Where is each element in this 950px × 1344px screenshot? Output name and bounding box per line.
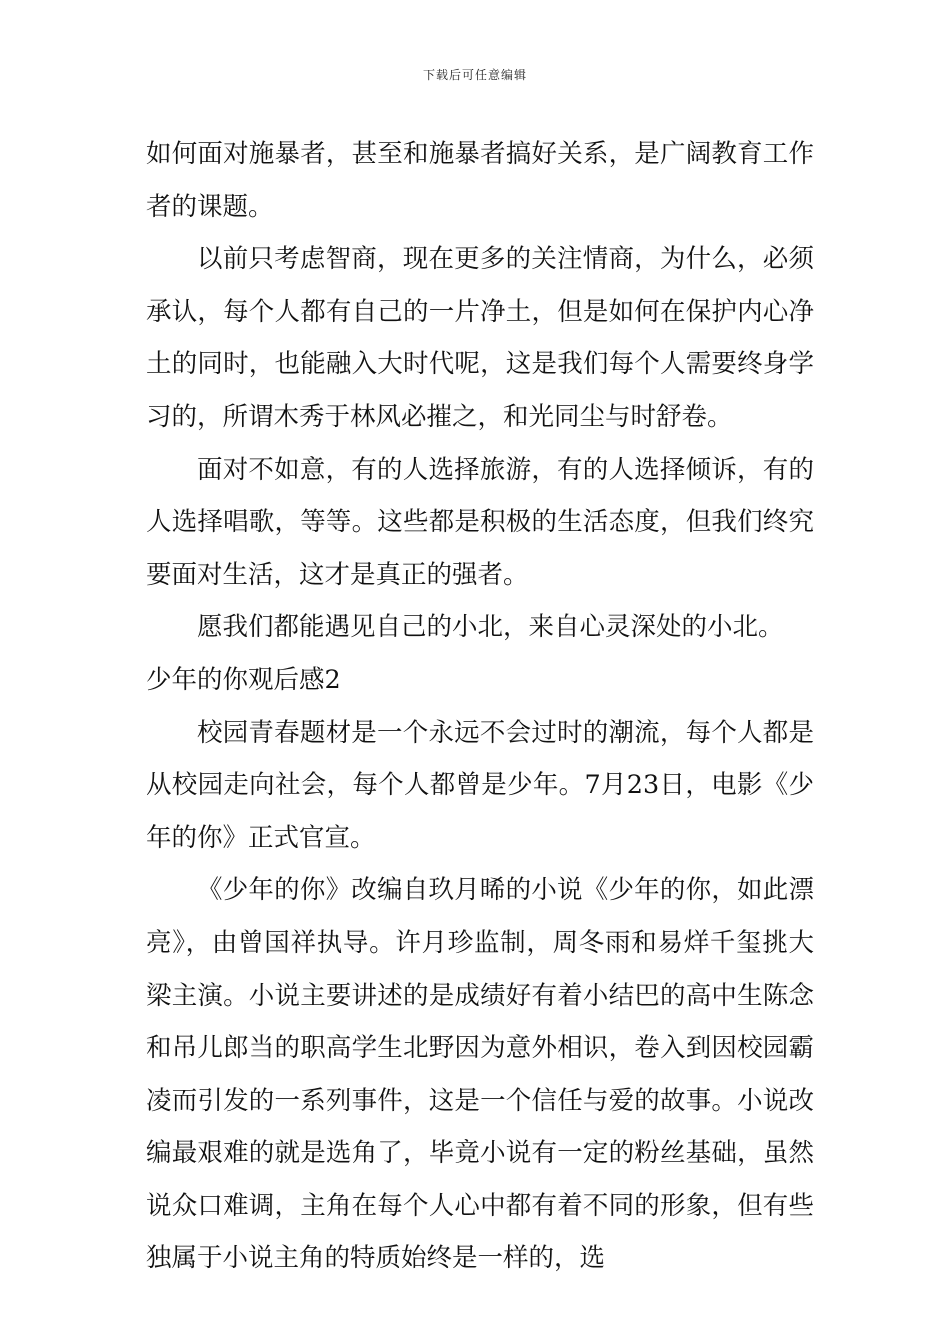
paragraph: 愿我们都能遇见自己的小北，来自心灵深处的小北。: [197, 612, 784, 643]
paragraph: 《少年的你》改编自玖月晞的小说《少年的你，如此漂亮》，由曾国祥执导。许月珍监制，周冬雨和易烊千玺挑大梁主演。小说主要讲述的是成绩好有着小结巴的高中生陈念和吊儿郎当的职高学生北野因为意外相识，卷入到因校园霸凌而引发的一系列事件，这是一个信任与爱的故事。小说改编最艰难的就是选角了，毕竟小说有一定的粉丝基础，虽然说众口难调，主角在每个人心中都有着不同的形象，但有些独属于小说主角的特质始终是一样的，选: [146, 875, 814, 1274]
paragraph: 如何面对施暴者，甚至和施暴者搞好关系，是广阔教育工作者的课题。: [146, 139, 814, 222]
paragraph: 面对不如意，有的人选择旅游，有的人选择倾诉，有的人选择唱歌，等等。这些都是积极的生活态度，但我们终究要面对生活，这才是真正的强者。: [146, 454, 814, 590]
section-heading: 少年的你观后感2: [146, 664, 341, 695]
document-body: [146, 128, 814, 1285]
paragraph: 以前只考虑智商，现在更多的关注情商，为什么，必须承认，每个人都有自己的一片净土，但是如何在保护内心净土的同时，也能融入大时代呢，这是我们每个人需要终身学习的，所谓木秀于林风必摧之，和光同尘与时舒卷。: [146, 244, 814, 432]
paragraph: 校园青春题材是一个永远不会过时的潮流，每个人都是从校园走向社会，每个人都曾是少年。7月23日，电影《少年的你》正式官宣。: [146, 717, 814, 853]
page-header: 下载后可任意编辑: [422, 68, 527, 82]
